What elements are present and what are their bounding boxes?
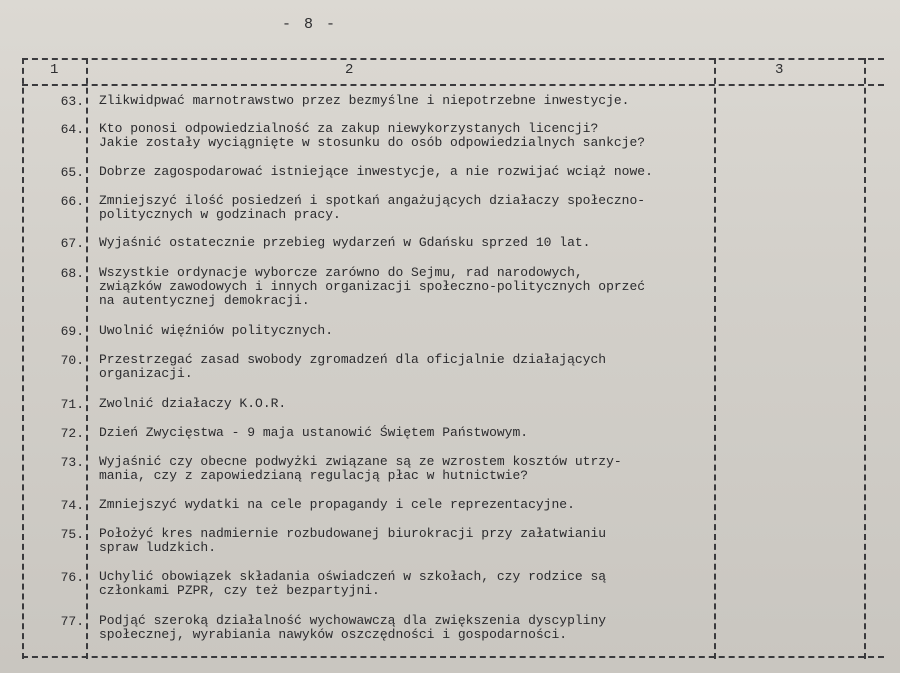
row-number: 71. (60, 397, 84, 412)
table-row (22, 614, 712, 654)
table-row (22, 570, 712, 610)
row-number: 66. (60, 194, 84, 209)
row-text: Zmniejszyć wydatki na cele propagandy i cele reprezentacyjne. (99, 497, 575, 512)
table-top-border (22, 58, 884, 60)
row-text: Kto ponosi odpowiedzialność za zakup niewykorzystanych licencji? Jakie zostały wyciągnięte w stosunku do osób odpowiedzialnych sankcje? (99, 121, 646, 150)
row-number: 67. (60, 236, 84, 251)
row-text: Zmniejszyć ilość posiedzeń i spotkań angażujących działaczy społeczno- politycznych w godzinach pracy. (99, 193, 646, 222)
table-row (22, 194, 712, 234)
column-divider-2 (714, 58, 716, 659)
row-number: 75. (60, 527, 84, 542)
row-number: 65. (60, 165, 84, 180)
row-number: 63. (60, 94, 84, 109)
table-row (22, 266, 712, 306)
row-number: 76. (60, 570, 84, 585)
row-number: 70. (60, 353, 84, 368)
column-header-1: 1 (50, 62, 59, 78)
table-row (22, 527, 712, 567)
row-text: Uchylić obowiązek składania oświadczeń w szkołach, czy rodzice są członkami PZPR, czy też bezpartyjni. (99, 569, 607, 598)
row-text: Dobrze zagospodarować istniejące inwestycje, a nie rozwijać wciąż nowe. (99, 164, 653, 179)
table-right-border (864, 58, 866, 659)
column-header-2: 2 (345, 62, 354, 78)
row-text: Zwolnić działaczy K.O.R. (99, 396, 287, 411)
page-number: - 8 - (282, 16, 338, 33)
table-row (22, 455, 712, 495)
row-text: Wyjaśnić czy obecne podwyżki związane są ze wzrostem kosztów utrzy- mania, czy z zapowiedzianą regulacją płac w hutnictwie? (99, 454, 622, 483)
row-number: 73. (60, 455, 84, 470)
row-number: 69. (60, 324, 84, 339)
row-text: Podjąć szeroką działalność wychowawczą dla zwiększenia dyscypliny społecznej, wyrabiania nawyków oszczędności i gospodarności. (99, 613, 607, 642)
row-number: 68. (60, 266, 84, 281)
row-number: 77. (60, 614, 84, 629)
column-header-3: 3 (775, 62, 784, 78)
row-text: Zlikwidpwać marnotrawstwo przez bezmyślne i niepotrzebne inwestycje. (99, 93, 630, 108)
table-header-border (22, 84, 884, 86)
row-text: Dzień Zwycięstwa - 9 maja ustanowić Świętem Państwowym. (99, 425, 529, 440)
row-number: 64. (60, 122, 84, 137)
table-bottom-border (22, 656, 884, 658)
row-text: Położyć kres nadmiernie rozbudowanej biurokracji przy załatwianiu spraw ludzkich. (99, 526, 607, 555)
table-row (22, 353, 712, 393)
row-text: Przestrzegać zasad swobody zgromadzeń dla oficjalnie działających organizacji. (99, 352, 607, 381)
row-text: Uwolnić więźniów politycznych. (99, 323, 334, 338)
row-text: Wszystkie ordynacje wyborcze zarówno do Sejmu, rad narodowych, związków zawodowych i innych organizacji społeczno-politycznych oprzeć na autentycznej demokracji. (99, 265, 646, 308)
row-text: Wyjaśnić ostatecznie przebieg wydarzeń w Gdańsku sprzed 10 lat. (99, 235, 591, 250)
row-number: 72. (60, 426, 84, 441)
table-row (22, 122, 712, 162)
row-number: 74. (60, 498, 84, 513)
